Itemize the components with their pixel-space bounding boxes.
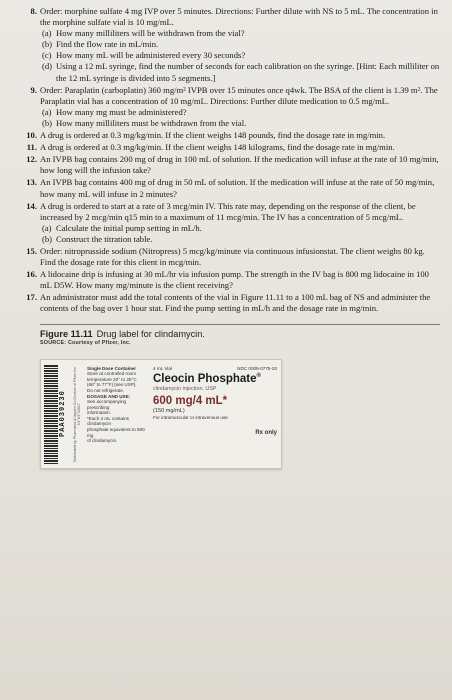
problem-number: 11.: [26, 142, 37, 153]
subquestion-list: [40, 223, 442, 245]
problem-item: [20, 6, 442, 84]
subquestion-label: (a): [42, 28, 52, 39]
problem-number: 14.: [26, 200, 37, 211]
subquestion-text: How many milliliters will be withdrawn from the vial?: [56, 28, 245, 39]
subquestion-text: How many mL will be administered every 30 seconds?: [56, 50, 246, 61]
problem-item: [20, 130, 442, 141]
storage-instructions: [87, 366, 145, 444]
problem-text: A lidocaine drip is infusing at 30 mL/hr via infusion pump. The strength in the IV bag is 800 mg lidocaine in 100 mL D5W. How many mg/minute is the client receiving?: [40, 269, 429, 291]
subquestion-label: (c): [42, 50, 52, 61]
figure-title: [40, 329, 442, 339]
subquestion-label: (a): [42, 106, 52, 117]
subquestion-list: [40, 107, 442, 129]
problem-number: 16.: [26, 269, 37, 280]
problem-text: Order: morphine sulfate 4 mg IVP over 5 minutes. Directions: Further dilute with NS to 5 mL. The concentration in the morphine sulfate vial is 10 mg/mL.: [40, 6, 438, 28]
rx-only: Rx only: [255, 429, 277, 436]
subquestion-text: Calculate the initial pump setting in mL/h.: [56, 222, 202, 233]
lot-number: PAA039230: [59, 390, 67, 437]
vial-info-row: [153, 366, 277, 371]
vial-size: 4 mL Vial: [153, 365, 172, 371]
subquestion-text: How many mg must be administered?: [56, 106, 187, 117]
problem-item: [20, 142, 442, 153]
problem-number: 15.: [26, 245, 37, 256]
problem-text: Order: Paraplatin (carboplatin) 360 mg/m² IVPB over 15 minutes once q4wk. The BSA of the client is 1.39 m². The Paraplatin vial has a concentration of 10 mg/mL. Directions: Further dilute medication to 0.5 mg/mL.: [40, 84, 438, 106]
storage-line: temperature 20° to 25°C: [87, 376, 137, 382]
strength: 600 mg/4 mL*: [153, 394, 228, 407]
problem-text: Order: nitroprusside sodium (Nitropress) 5 mcg/kg/minute via continuous infusionstat. The client weighs 80 kg. Find the dosage rate for this client in mcg/min.: [40, 245, 425, 268]
problem-number: 12.: [26, 154, 37, 165]
barcode-icon: [44, 364, 58, 464]
storage-line: DOSAGE AND USE:: [87, 393, 131, 399]
subquestion-label: (a): [42, 222, 52, 233]
problem-item: [20, 246, 442, 268]
problem-text: A drug is ordered to start at a rate of 3 mcg/min IV. This rate may, depending on the response of the client, be increased by 2 mcg/min q15 min to a maximum of 11 mcg/min. The IV has a concentration of 5 mcg/mL.: [40, 200, 416, 222]
subquestion-text: Construct the titration table.: [56, 233, 153, 244]
problem-item: [20, 177, 442, 199]
product-panel: [153, 366, 277, 436]
subquestion: [40, 223, 442, 234]
subquestion-label: (d): [42, 61, 53, 72]
subquestion-label: (b): [42, 117, 53, 128]
drug-label: [40, 359, 282, 469]
figure-divider: [40, 324, 440, 325]
subquestion-text: How many milliliters must be withdrawn from the vial.: [56, 117, 247, 128]
storage-line: information.: [87, 410, 112, 416]
problem-number: 9.: [30, 84, 37, 95]
problem-number: 10.: [26, 130, 37, 141]
concentration: (150 mg/mL): [153, 407, 185, 414]
problem-text: A drug is ordered at 0.3 mg/kg/min. If the client weighs 148 kilograms, find the dosage rate in mg/min.: [40, 142, 395, 153]
subquestion-label: (b): [42, 233, 53, 244]
problem-item: [20, 154, 442, 176]
problem-item: [20, 292, 442, 314]
route: For intramuscular or intravenous use: [153, 414, 228, 420]
subquestion: [40, 118, 442, 129]
problem-text: A drug is ordered at 0.3 mg/kg/min. If the client weighs 148 pounds, find the dosage rate in mg/min.: [40, 130, 386, 141]
subquestion: [40, 39, 442, 50]
storage-line: of clindamycin.: [87, 438, 118, 444]
storage-line: *Each 4 mL contains clindamycin: [87, 415, 129, 427]
problem-number: 8.: [30, 6, 37, 16]
problem-text: An administrator must add the total contents of the vial in Figure 11.11 to a 100 mL bag of NS and administer the contents of the bag over 1 hour stat. Find the pump setting in mL/h and the dosage rate in mg/min.: [40, 292, 431, 314]
subquestion: [40, 28, 442, 39]
problem-text: An IVPB bag contains 400 mg of drug in 50 mL of solution. If the medication will infuse at the rate of 50 mg/min, how many mL will infuse in 2 minutes?: [40, 177, 435, 199]
brand-name: Cleocin Phosphate®: [153, 372, 261, 385]
problem-number: 13.: [26, 177, 37, 188]
problem-text: An IVPB bag contains 200 mg of drug in 100 mL of solution. If the medication will infuse at the rate of 10 mg/min, how long will the infusion take?: [40, 154, 439, 176]
storage-line: Do not refrigerate.: [87, 387, 125, 393]
ndc-code: NDC 0009-0775-20: [237, 365, 277, 371]
subquestion: [40, 50, 442, 61]
subquestion: [40, 234, 442, 245]
problem-item: [20, 85, 442, 129]
subquestion-text: Find the flow rate in mL/min.: [56, 39, 159, 50]
subquestion: [40, 107, 442, 118]
subquestion-text: Using a 12 mL syringe, find the number of seconds for each calibration on the syringe. [Hint: Each milliliter on the 12 mL syringe is divided into 5 segments.]: [56, 61, 440, 83]
subquestion: [40, 61, 442, 83]
storage-line: Single Dose Container: [87, 365, 137, 371]
storage-line: phosphate equivalent to 600 mg: [87, 427, 145, 438]
problem-item: [20, 201, 442, 245]
storage-line: Store at controlled room: [87, 371, 137, 377]
subquestion-list: [40, 28, 442, 83]
figure-source: SOURCE: Courtesy of Pfizer, Inc.: [40, 339, 131, 346]
problem-list: [20, 6, 442, 315]
subquestion-label: (b): [42, 39, 53, 50]
figure-number: Figure 11.11: [40, 328, 93, 339]
storage-line: (68° to 77°F) [see USP].: [87, 382, 137, 388]
figure-caption: Drug label for clindamycin.: [96, 328, 205, 339]
generic-name: clindamycin injection, USP: [153, 385, 217, 392]
storage-line: See accompanying prescribing: [87, 399, 127, 410]
problem-number: 17.: [26, 292, 37, 303]
distributor-text: Distributed by Pharmacia & Upjohn Co Division of Pfizer Inc NY NY 10017: [73, 366, 81, 462]
problem-item: [20, 269, 442, 291]
figure-11-11: [40, 328, 442, 462]
